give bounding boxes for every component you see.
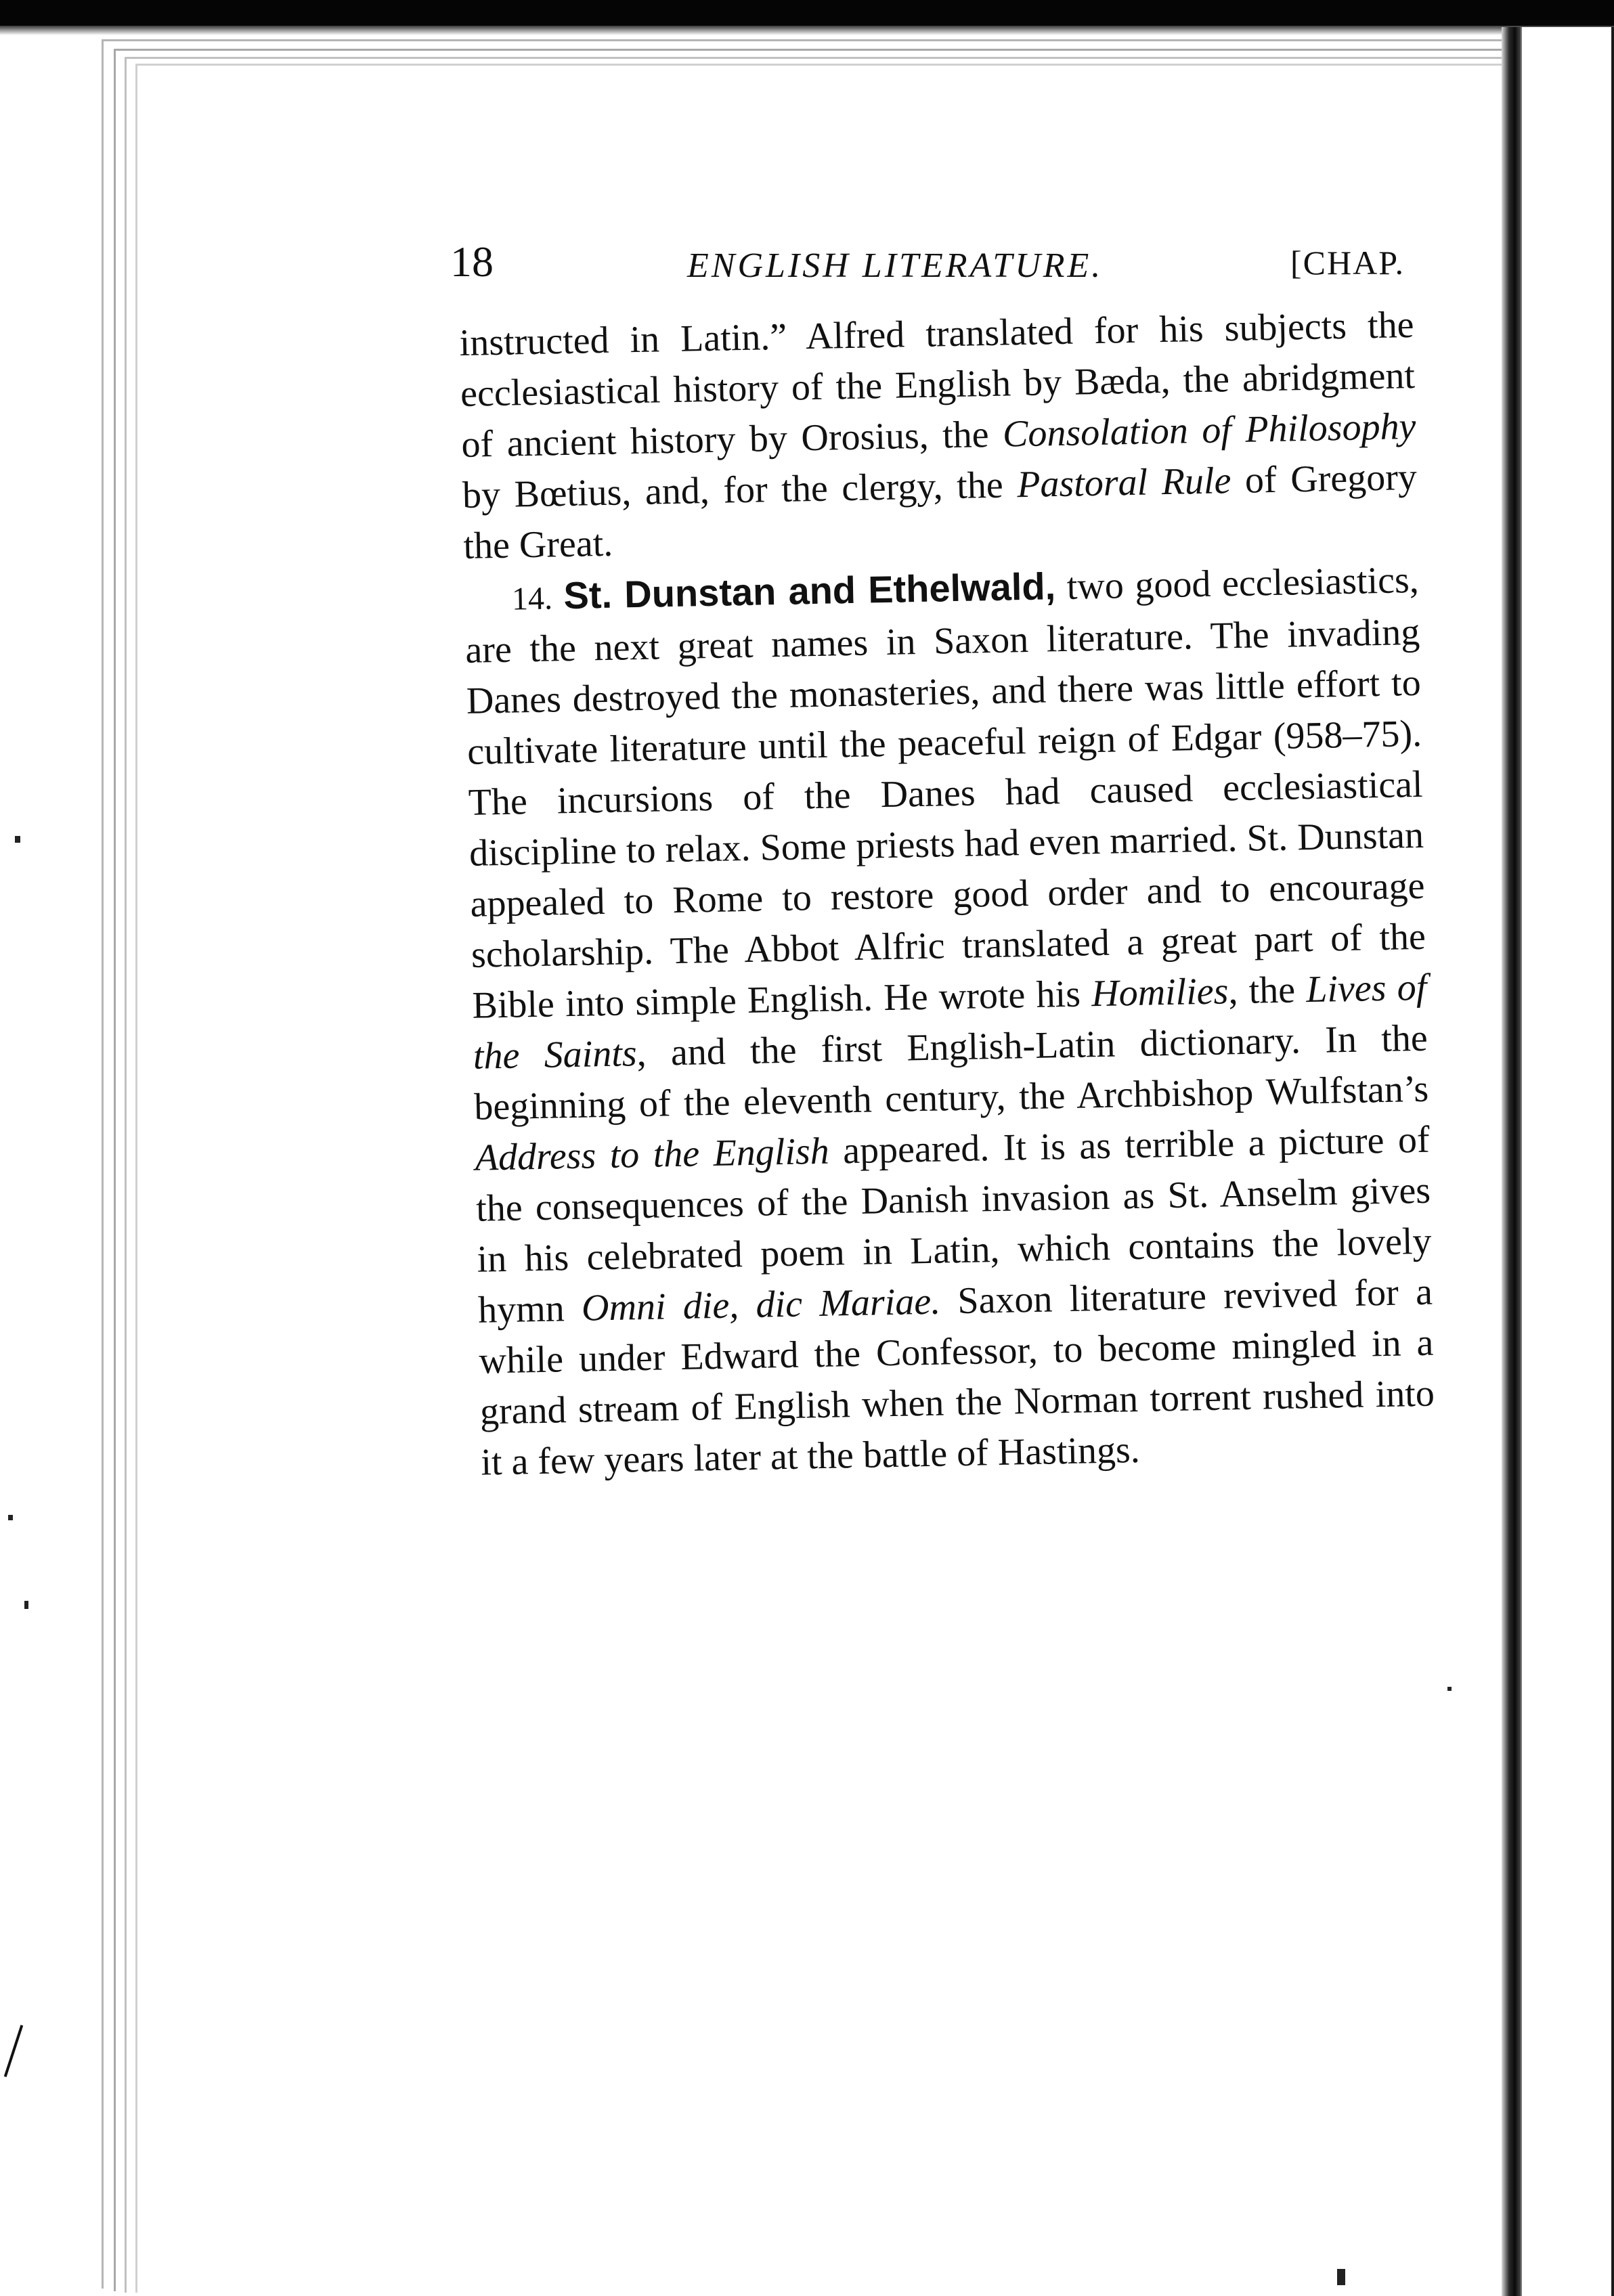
- body-text: [459, 300, 1436, 1488]
- work-title: Consolation of Philosophy: [1002, 405, 1416, 456]
- scan-speck: [1447, 1687, 1452, 1691]
- scan-speck: [8, 1515, 13, 1520]
- text-run: by Bœtius, and, for the clergy, the: [462, 464, 1018, 516]
- book-gutter: [1502, 27, 1521, 2296]
- work-title: Address to the English: [475, 1130, 830, 1179]
- section-heading: St. Dunstan and Ethelwald,: [563, 565, 1056, 617]
- scan-speck: [15, 836, 20, 843]
- paragraph: [464, 554, 1436, 1488]
- scan-speck: [24, 1601, 28, 1609]
- page-number: 18: [450, 238, 494, 286]
- text-run: appeared. It is as terrible a picture of the consequences of the Danish invasion as St. Anselm gives in his celebrated poem in Latin, which contains the lovely hymn: [475, 1118, 1433, 1331]
- scan-top-border: [0, 0, 1614, 26]
- scan-speck: [1337, 2269, 1345, 2285]
- running-header: [450, 240, 1412, 301]
- running-title: ENGLISH LITERATURE.: [687, 246, 1104, 285]
- text-run: two good ecclesiastics, are the next great names in Saxon literature. The invading Danes destroyed the monasteries, and there was little effort to cultivate literature until the peaceful reign of Edgar (958–75). The incursions of the Danes had caused ecclesiastical discipline to relax. Some priests had even married. St. Dunstan appealed to Rome to restore good order and to encourage scholarship. The Abbot Alfric translated a great part of the Bible into simple English. He wrote his: [464, 558, 1426, 1027]
- work-title: Pastoral Rule: [1016, 460, 1231, 506]
- text-run: , the: [1227, 969, 1307, 1013]
- work-title: Omni die, dic Mariae.: [581, 1280, 941, 1329]
- chapter-mark: [CHAP.: [1290, 244, 1405, 282]
- scan-mark: [4, 2025, 24, 2077]
- text-run: instructed in Latin.” Alfred translated for his subjects the ecclesiastical history of the English by Bæda, the abridgment of ancient history by Orosius, the: [459, 303, 1416, 466]
- facing-page-edge: [1521, 27, 1614, 2296]
- work-title: Homilies: [1091, 970, 1229, 1015]
- text-run: , and the first English-Latin dictionary. In the beginning of the eleventh century, the Archbishop Wulfstan’s: [473, 1017, 1429, 1128]
- work-title: Lives of the Saints: [473, 966, 1427, 1078]
- scan-top-shadow: [0, 26, 1614, 35]
- paragraph: [459, 300, 1418, 572]
- text-run: Saxon literature revived for a while under Edward the Confessor, to become mingled in a grand stream of English when the Norman torrent rushed into it a few years later at the battle of Hastings.: [478, 1271, 1435, 1484]
- text-run: of Gregory the Great.: [462, 456, 1418, 567]
- section-number: 14.: [511, 580, 553, 617]
